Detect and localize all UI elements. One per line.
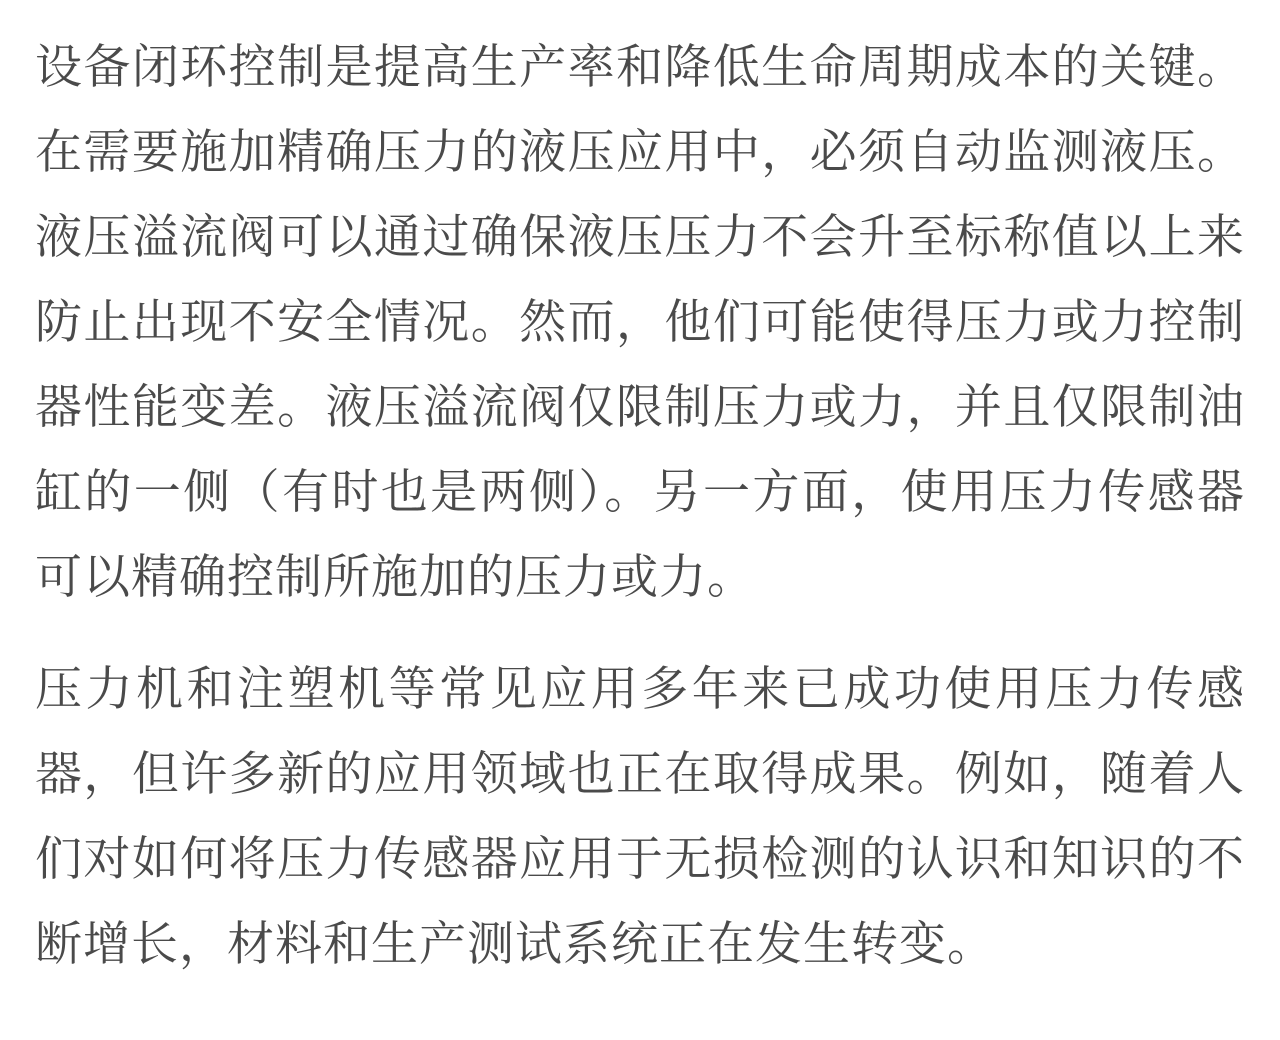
- paragraph-hydraulic-control: 设备闭环控制是提高生产率和降低生命周期成本的关键。在需要施加精确压力的液压应用中，必须自动监测液压。液压溢流阀可以通过确保液压压力不会升至标称值以上来防止出现不安全情况。然而，他们可能使得压力或力控制器性能变差。液压溢流阀仅限制压力或力，并且仅限制油缸的一侧（有时也是两侧）。另一方面，使用压力传感器可以精确控制所施加的压力或力。: [35, 40, 1245, 603]
- paragraph-pressure-sensor-applications: 压力机和注塑机等常见应用多年来已成功使用压力传感器，但许多新的应用领域也正在取得成果。例如，随着人们对如何将压力传感器应用于无损检测的认识和知识的不断增长，材料和生产测试系统正在发生转变。: [35, 662, 1245, 970]
